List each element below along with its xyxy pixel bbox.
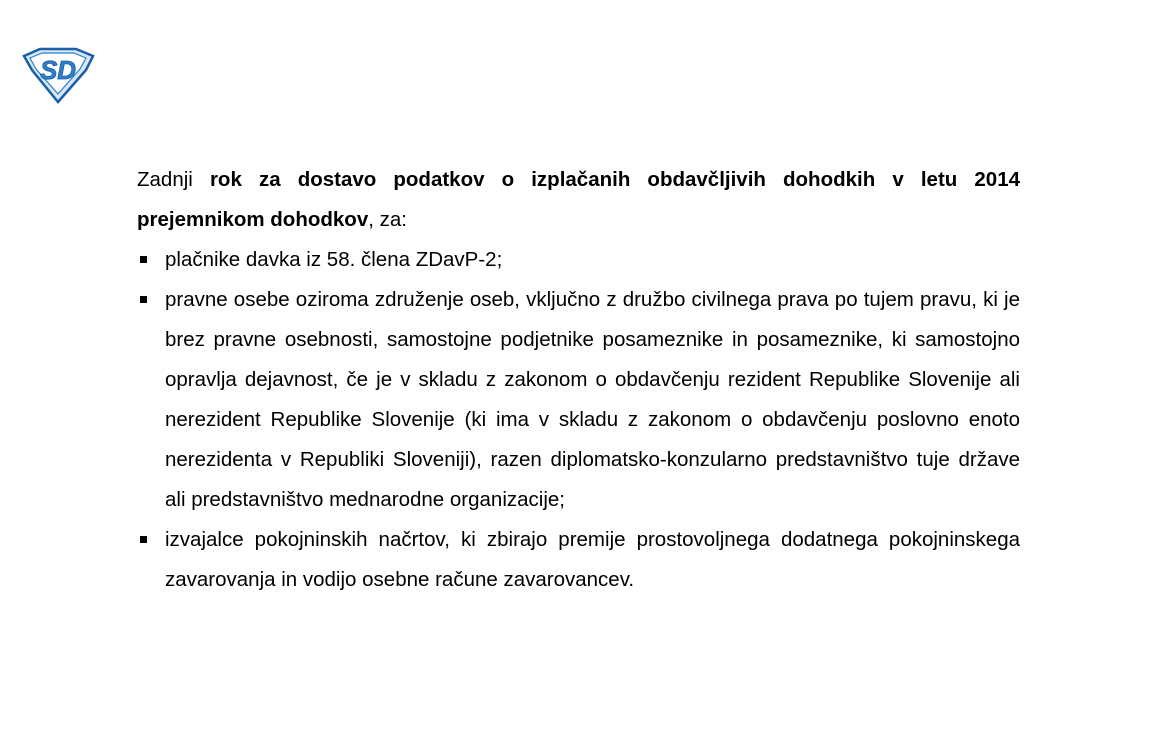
square-bullet-icon bbox=[140, 256, 147, 263]
intro-paragraph bbox=[137, 160, 1020, 240]
intro-prefix: Zadnji bbox=[137, 168, 210, 191]
intro-suffix: , za: bbox=[368, 208, 407, 231]
sd-shield-logo-icon bbox=[20, 46, 96, 104]
bullet-text: plačnike davka iz 58. člena ZDavP-2; bbox=[165, 248, 503, 271]
list-item bbox=[137, 240, 1020, 280]
square-bullet-icon bbox=[140, 536, 147, 543]
intro-bold: rok za dostavo podatkov o izplačanih obdavčljivih dohodkih v letu 2014 prejemnikom dohodkov bbox=[137, 168, 1020, 231]
square-bullet-icon bbox=[140, 296, 147, 303]
logo-letters: SD bbox=[39, 55, 77, 85]
bullet-text: pravne osebe oziroma združenje oseb, vključno z družbo civilnega prava po tujem pravu, ki je brez pravne osebnosti, samostojne podjetnike posameznike in posameznike, ki samostojno opravlja dejavnost, če je v skladu z zakonom o obdavčenju rezident Republike Slovenije ali nerezident Republike Slovenije (ki ima v skladu z zakonom o obdavčenju poslovno enoto nerezidenta v Republiki Sloveniji), razen diplomatsko-konzularno predstavništvo tuje države ali predstavništvo mednarodne organizacije; bbox=[165, 288, 1020, 511]
bullet-list bbox=[137, 240, 1020, 600]
document-body bbox=[137, 160, 1020, 600]
bullet-text: izvajalce pokojninskih načrtov, ki zbirajo premije prostovoljnega dodatnega pokojninskega zavarovanja in vodijo osebne račune zavarovancev. bbox=[165, 528, 1020, 591]
company-logo bbox=[20, 46, 96, 104]
list-item bbox=[137, 280, 1020, 520]
list-item bbox=[137, 520, 1020, 600]
